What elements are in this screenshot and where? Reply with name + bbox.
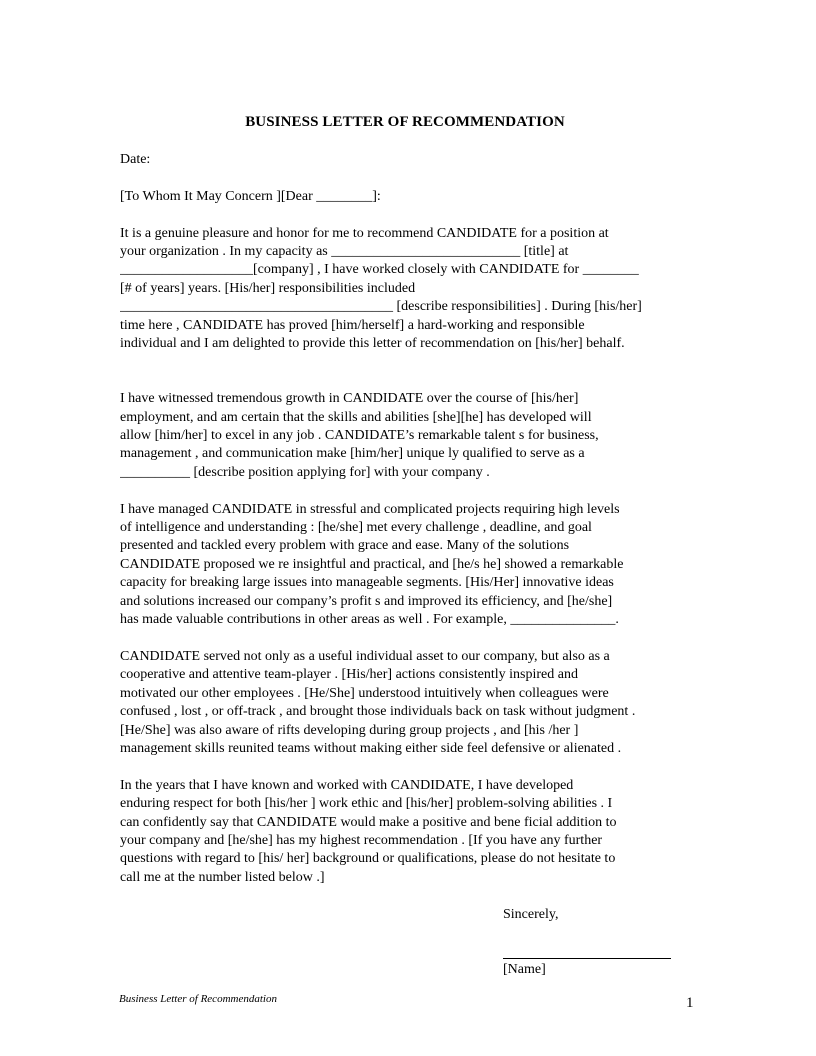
paragraph-line: questions with regard to [his/ her] background or qualifications, please do not hesitate to <box>120 851 616 867</box>
paragraph-line: management , and communication make [him/her] unique ly qualified to serve as a <box>120 446 585 462</box>
paragraph-line: has made valuable contributions in other areas as well . For example, _______________. <box>120 612 619 628</box>
paragraph <box>120 390 694 482</box>
paragraph <box>120 501 694 630</box>
paragraph-line: [He/She] was also aware of rifts developing during group projects , and [his /her ] <box>120 722 579 738</box>
signature-line <box>503 958 671 959</box>
paragraph-line: call me at the number listed below .] <box>120 869 325 885</box>
paragraph-line: _______________________________________ [describe responsibilities] . During [his/her] <box>120 299 642 315</box>
paragraph-line: CANDIDATE served not only as a useful individual asset to our company, but also as a <box>120 648 610 664</box>
closing: Sincerely, <box>503 907 559 922</box>
paragraph-line: management skills reunited teams without making either side feel defensive or alienated . <box>120 740 622 756</box>
paragraph-line: your company and [he/she] has my highest recommendation . [If you have any further <box>120 832 603 848</box>
paragraph-line: capacity for breaking large issues into manageable segments. [His/Her] innovative ideas <box>120 575 614 591</box>
paragraph-line: ___________________[company] , I have worked closely with CANDIDATE for ________ <box>120 262 639 278</box>
footer-text: Business Letter of Recommendation <box>119 993 277 1005</box>
paragraph-line: It is a genuine pleasure and honor for me to recommend CANDIDATE for a position at <box>120 225 609 241</box>
signature-name: [Name] <box>503 962 546 977</box>
paragraph-line: enduring respect for both [his/her ] work ethic and [his/her] problem-solving abilities . I <box>120 796 613 812</box>
paragraph-line: of intelligence and understanding : [he/she] met every challenge , deadline, and goal <box>120 520 592 536</box>
date-line: Date: <box>120 152 151 167</box>
paragraph-line: your organization . In my capacity as ___________________________ [title] at <box>120 244 569 259</box>
paragraph-line: [# of years] years. [His/her] responsibilities included <box>120 280 416 296</box>
paragraph-line: I have witnessed tremendous growth in CANDIDATE over the course of [his/her] <box>120 391 579 407</box>
paragraph-line: confused , lost , or off-track , and brought those individuals back on task without judgment . <box>120 704 636 720</box>
paragraph-line: employment, and am certain that the skills and abilities [she][he] has developed will <box>120 409 592 425</box>
paragraph-line: time here , CANDIDATE has proved [him/herself] a hard-working and responsible <box>120 317 585 333</box>
salutation: [To Whom It May Concern ][Dear ________]: <box>120 188 381 204</box>
page-number: 1 <box>686 995 694 1011</box>
paragraph-line: can confidently say that CANDIDATE would make a positive and bene ficial addition to <box>120 814 617 830</box>
paragraph <box>120 225 694 354</box>
paragraph-line: CANDIDATE proposed we re insightful and practical, and [he/s he] showed a remarkable <box>120 556 624 572</box>
paragraph <box>120 777 694 887</box>
paragraph-line: and solutions increased our company’s profit s and improved its efficiency, and [he/she] <box>120 593 613 609</box>
paragraph-line: cooperative and attentive team-player . [His/her] actions consistently inspired and <box>120 667 578 683</box>
paragraph-line: In the years that I have known and worked with CANDIDATE, I have developed <box>120 777 574 793</box>
paragraph-line: presented and tackled every problem with grace and ease. Many of the solutions <box>120 538 570 554</box>
paragraph-line: __________ [describe position applying for] with your company . <box>120 464 490 480</box>
letter-body <box>120 151 694 887</box>
paragraph-line: individual and I am delighted to provide this letter of recommendation on [his/her] behalf. <box>120 336 625 352</box>
paragraph-line: allow [him/her] to excel in any job . CANDIDATE’s remarkable talent s for business, <box>120 428 599 444</box>
paragraph-line: motivated our other employees . [He/She] understood intuitively when colleagues were <box>120 685 609 701</box>
document-title: BUSINESS LETTER OF RECOMMENDATION <box>245 114 565 130</box>
paragraph-line: I have managed CANDIDATE in stressful and complicated projects requiring high levels <box>120 501 620 517</box>
paragraph <box>120 648 694 758</box>
